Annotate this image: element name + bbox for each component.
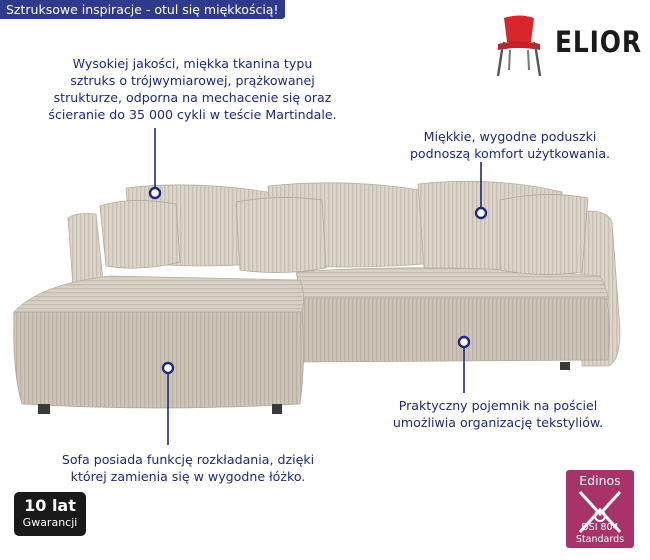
- callout-fabric-line: sztruks o trójwymiarowej, prążkowanej: [70, 73, 315, 88]
- warranty-badge: [14, 492, 86, 536]
- callout-cushions-line: podnoszą komfort użytkowania.: [409, 146, 611, 161]
- brand-logo-text: ELIOR: [555, 25, 642, 59]
- callout-storage-line: Praktyczny pojemnik na pościel: [398, 398, 598, 413]
- cert-label: Standards: [575, 534, 625, 545]
- cert-code: DSI 804: [581, 522, 619, 533]
- callout-cushions: [376, 128, 644, 162]
- callout-sleep-line: Sofa posiada funkcję rozkładania, dzięki: [61, 452, 315, 467]
- callout-storage-line: umożliwia organizację tekstyliów.: [392, 415, 604, 430]
- callout-fabric-line: strukturze, odporna na mechacenie się oraz: [53, 90, 332, 105]
- callout-sleep-line: której zamienia się w wygodne łóżko.: [70, 469, 306, 484]
- callout-fabric: [20, 55, 365, 123]
- warranty-years: 10 lat: [24, 496, 76, 515]
- callout-fabric-line: ścieranie do 35 000 cykli w teście Martindale.: [48, 107, 337, 122]
- promo-banner: Sztruksowe inspiracje - otul się miękkością!: [0, 0, 285, 19]
- edinos-certificate-logo: [566, 470, 634, 548]
- callout-sleep: [18, 451, 358, 485]
- cert-name: Edinos: [579, 473, 621, 488]
- warranty-label: Gwarancji: [22, 516, 78, 529]
- callout-fabric-line: Wysokiej jakości, miękka tkanina typu: [72, 56, 313, 71]
- callout-cushions-line: Miękkie, wygodne poduszki: [423, 129, 597, 144]
- callout-storage: [353, 397, 643, 431]
